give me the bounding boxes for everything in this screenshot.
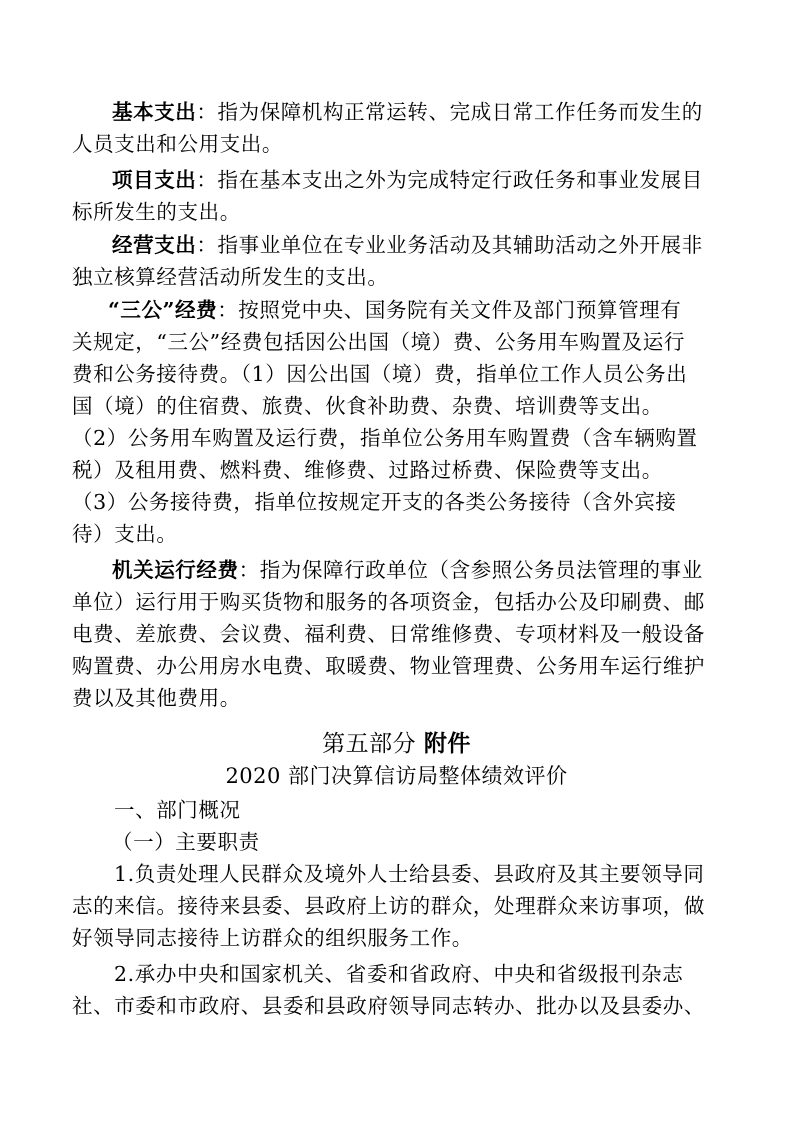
sangong-line: （3）公务接待费，指单位按规定开支的各类公务接待（含外宾接 bbox=[72, 490, 677, 514]
jiguan-line: 费以及其他费用。 bbox=[72, 686, 241, 710]
term-label: 机关运行经费 bbox=[112, 558, 239, 582]
duty-item-1-line: 好领导同志接待上访群众的组织服务工作。 bbox=[72, 926, 473, 950]
sangong-line: 费和公务接待费。（1）因公出国（境）费，指单位工作人员公务出 bbox=[72, 362, 688, 386]
appendix-subtitle: 2020 部门决算信访局整体绩效评价 bbox=[225, 764, 568, 788]
definition-continuation: 独立核算经营活动所发生的支出。 bbox=[72, 265, 389, 289]
term-label: 基本支出 bbox=[112, 100, 197, 124]
definition-text: ：指在基本支出之外为完成特定行政任务和事业发展目 bbox=[196, 168, 703, 192]
jiguan-line: 单位）运行用于购买货物和服务的各项资金，包括办公及印刷费、邮 bbox=[72, 590, 705, 614]
definition-jiguan bbox=[112, 554, 722, 586]
term-label: “三公”经费 bbox=[108, 298, 218, 322]
jiguan-line: 购置费、办公用房水电费、取暖费、物业管理费、公务用车运行维护 bbox=[72, 654, 705, 678]
definition-continuation: 人员支出和公用支出。 bbox=[72, 132, 283, 156]
part-title: 附件 bbox=[423, 730, 471, 757]
part-heading bbox=[0, 728, 793, 760]
sangong-line: （2）公务用车购置及运行费，指单位公务用车购置费（含车辆购置 bbox=[72, 426, 698, 450]
subsection-heading: （一）主要职责 bbox=[112, 830, 260, 854]
term-label: 经营支出 bbox=[112, 233, 197, 257]
definition-text: ：指事业单位在专业业务活动及其辅助活动之外开展非 bbox=[196, 233, 703, 257]
duty-item-2-line: 社、市委和市政府、县委和县政府领导同志转办、批办以及县委办、 bbox=[72, 994, 705, 1018]
sangong-line: 税）及租用费、燃料费、维修费、过路过桥费、保险费等支出。 bbox=[72, 458, 663, 482]
definition-project-expense bbox=[112, 164, 722, 196]
sangong-line: 待）支出。 bbox=[72, 522, 178, 546]
duty-item-1: 1.负责处理人民群众及境外人士给县委、县政府及其主要领导同 bbox=[114, 862, 705, 886]
definition-text: ：指为保障行政单位（含参照公务员法管理的事业 bbox=[238, 558, 703, 582]
sangong-line: 国（境）的住宿费、旅费、伙食补助费、杂费、培训费等支出。 bbox=[72, 394, 663, 418]
sangong-line: 关规定，“三公”经费包括因公出国（境）费、公务用车购置及运行 bbox=[72, 330, 685, 354]
definition-basic-expense bbox=[112, 96, 722, 128]
definition-operating-expense bbox=[112, 229, 722, 261]
definition-sangong bbox=[108, 294, 722, 326]
definition-text: ：指为保障机构正常运转、完成日常工作任务而发生的 bbox=[196, 100, 703, 124]
jiguan-line: 电费、差旅费、会议费、福利费、日常维修费、专项材料及一般设备 bbox=[72, 622, 705, 646]
definition-text: ：按照党中央、国务院有关文件及部门预算管理有 bbox=[217, 298, 682, 322]
duty-item-1-line: 志的来信。接待来县委、县政府上访的群众，处理群众来访事项，做 bbox=[72, 894, 705, 918]
term-label: 项目支出 bbox=[112, 168, 197, 192]
duty-item-2: 2.承办中央和国家机关、省委和省政府、中央和省级报刊杂志 bbox=[114, 962, 684, 986]
section-heading: 一、部门概况 bbox=[114, 798, 241, 822]
part-label: 第五部分 bbox=[322, 731, 417, 757]
definition-continuation: 标所发生的支出。 bbox=[72, 200, 241, 224]
